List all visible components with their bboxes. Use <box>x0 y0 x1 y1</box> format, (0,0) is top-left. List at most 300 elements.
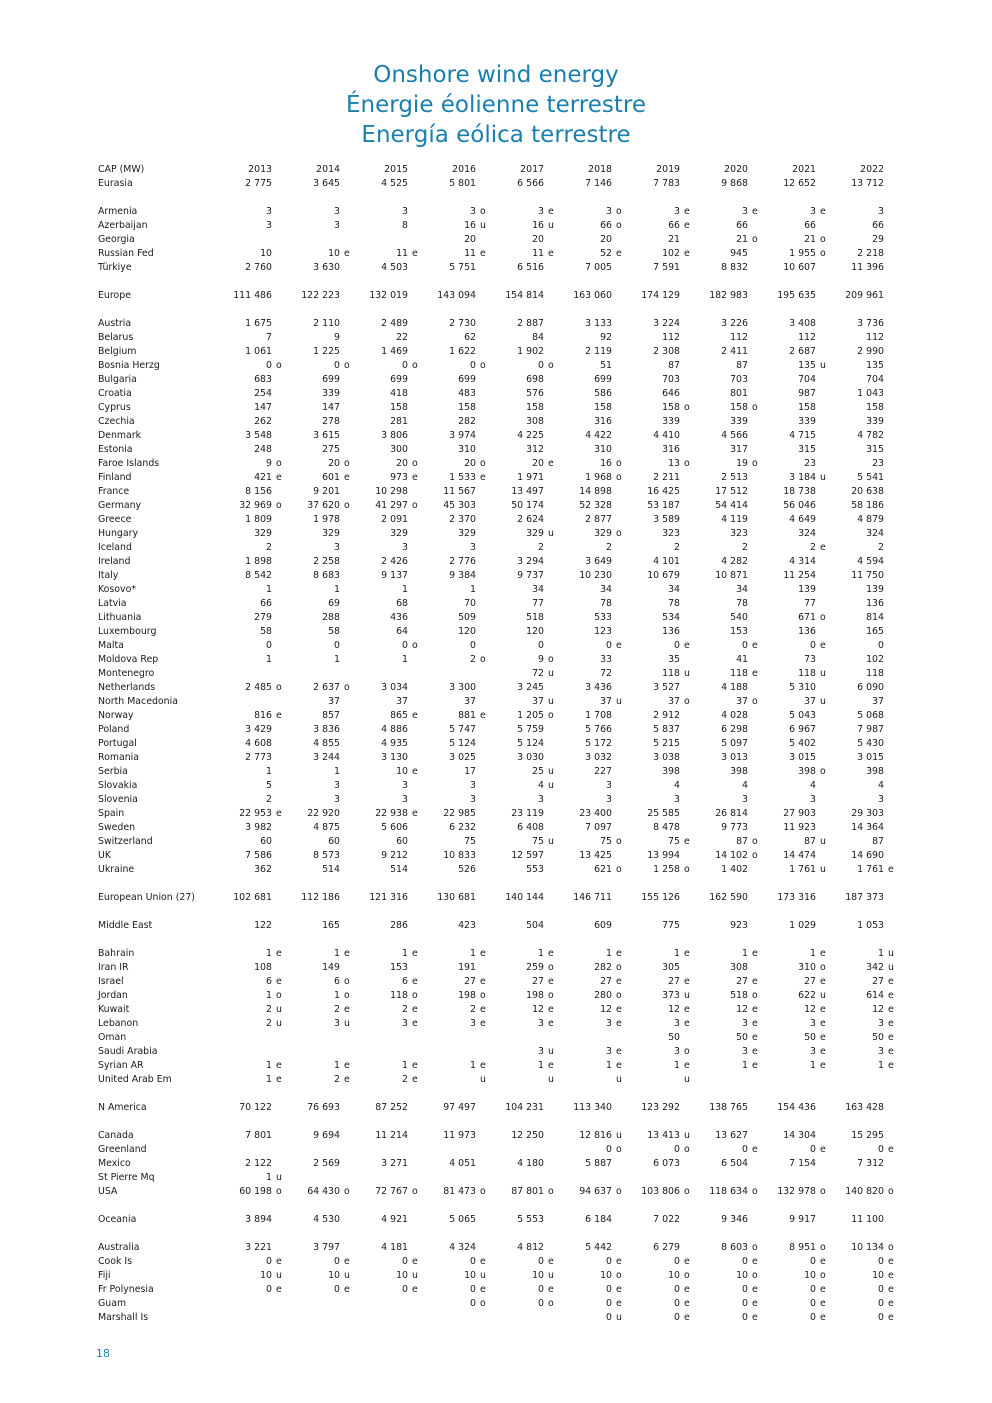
table-cell <box>490 527 558 541</box>
cell-value: 0 <box>402 1284 408 1295</box>
cell-flag: e <box>752 948 758 959</box>
table-cell <box>286 1213 354 1227</box>
cell-flag: o <box>480 458 486 469</box>
cell-value: 398 <box>730 766 748 777</box>
row-label: European Union (27) <box>98 892 195 903</box>
table-cell <box>286 639 354 653</box>
cell-value: 75 <box>600 836 612 847</box>
table-cell <box>830 345 898 359</box>
cell-flag: o <box>276 1186 282 1197</box>
cell-value: 78 <box>736 598 748 609</box>
cell-value: 699 <box>594 374 612 385</box>
cell-value: 140 144 <box>505 892 544 903</box>
cell-value: 0 <box>606 1312 612 1323</box>
cell-flag: e <box>820 1004 826 1015</box>
table-cell <box>218 1003 286 1017</box>
table-cell <box>694 863 762 877</box>
table-cell <box>558 1283 626 1297</box>
table-row <box>98 1213 898 1227</box>
table-cell <box>558 569 626 583</box>
table-row <box>98 779 898 793</box>
cell-value: 576 <box>526 388 544 399</box>
cell-value: 138 765 <box>709 1102 748 1113</box>
table-cell <box>626 807 694 821</box>
cell-value: 84 <box>532 332 544 343</box>
table-cell <box>354 485 422 499</box>
table-cell <box>490 1185 558 1199</box>
cell-value: 699 <box>458 374 476 385</box>
table-cell <box>286 947 354 961</box>
cell-value: 60 <box>260 836 272 847</box>
cell-value: 118 <box>866 668 884 679</box>
table-cell <box>422 1171 490 1185</box>
table-cell <box>558 891 626 905</box>
table-cell <box>422 1101 490 1115</box>
table-cell <box>830 1045 898 1059</box>
table-cell <box>354 555 422 569</box>
cell-value: 3 030 <box>517 752 544 763</box>
cell-value: 10 <box>600 1270 612 1281</box>
cell-value: 4 314 <box>789 556 816 567</box>
table-cell <box>762 1297 830 1311</box>
table-cell <box>286 975 354 989</box>
table-cell <box>694 751 762 765</box>
cell-value: 3 <box>878 1046 884 1057</box>
table-cell <box>218 611 286 625</box>
table-cell <box>354 527 422 541</box>
cell-value: 5 430 <box>857 738 884 749</box>
table-cell <box>694 1003 762 1017</box>
table-cell <box>422 233 490 247</box>
table-cell <box>422 429 490 443</box>
cell-flag: e <box>752 1060 758 1071</box>
table-cell <box>218 1101 286 1115</box>
table-cell <box>490 205 558 219</box>
table-cell <box>218 821 286 835</box>
table-cell <box>218 765 286 779</box>
cell-value: 64 <box>396 626 408 637</box>
capacity-table <box>98 163 898 1325</box>
cell-value: 22 938 <box>375 808 408 819</box>
cell-value: 259 <box>526 962 544 973</box>
table-cell <box>626 513 694 527</box>
spacer-row <box>98 905 898 919</box>
table-cell <box>422 1297 490 1311</box>
table-cell <box>286 261 354 275</box>
table-cell <box>218 989 286 1003</box>
cell-value: 13 <box>668 458 680 469</box>
table-cell <box>422 541 490 555</box>
cell-value: 1 533 <box>449 472 476 483</box>
table-cell <box>354 345 422 359</box>
cell-flag: o <box>820 248 826 259</box>
table-cell <box>490 471 558 485</box>
cell-flag: o <box>344 360 350 371</box>
table-cell <box>694 1283 762 1297</box>
cell-value: 87 801 <box>511 1186 544 1197</box>
table-row <box>98 1045 898 1059</box>
table-cell <box>354 219 422 233</box>
table-cell <box>762 205 830 219</box>
table-row <box>98 961 898 975</box>
table-cell <box>490 583 558 597</box>
table-cell <box>558 1073 626 1087</box>
table-cell <box>626 1171 694 1185</box>
row-label: Bahrain <box>98 948 135 959</box>
cell-value: 5 097 <box>721 738 748 749</box>
cell-value: 278 <box>322 416 340 427</box>
cell-value: 0 <box>470 1256 476 1267</box>
cell-flag: o <box>752 458 758 469</box>
cell-flag: o <box>548 710 554 721</box>
cell-flag: o <box>752 836 758 847</box>
cell-value: 7 022 <box>653 1214 680 1225</box>
table-cell <box>626 205 694 219</box>
cell-value: 4 886 <box>381 724 408 735</box>
table-cell <box>830 1213 898 1227</box>
table-cell <box>626 779 694 793</box>
row-label: Azerbaijan <box>98 220 148 231</box>
table-row <box>98 751 898 765</box>
cell-flag: o <box>616 1144 622 1155</box>
cell-flag: e <box>820 640 826 651</box>
table-cell <box>422 317 490 331</box>
cell-value: 5 402 <box>789 738 816 749</box>
table-cell <box>762 849 830 863</box>
table-cell <box>694 961 762 975</box>
cell-value: 704 <box>798 374 816 385</box>
table-cell <box>558 499 626 513</box>
cell-value: 2 370 <box>449 514 476 525</box>
table-cell <box>286 1017 354 1031</box>
cell-value: 3 130 <box>381 752 408 763</box>
row-label: Jordan <box>98 990 128 1001</box>
year-header: 2017 <box>520 164 544 175</box>
cell-value: 1 <box>334 990 340 1001</box>
cell-value: 5 747 <box>449 724 476 735</box>
table-cell <box>694 205 762 219</box>
cell-value: 10 <box>328 1270 340 1281</box>
table-cell <box>762 1241 830 1255</box>
table-cell <box>354 835 422 849</box>
cell-value: 27 <box>464 976 476 987</box>
table-cell <box>830 737 898 751</box>
cell-value: 6 <box>334 976 340 987</box>
table-cell <box>626 1297 694 1311</box>
cell-value: 41 <box>736 654 748 665</box>
table-cell <box>558 709 626 723</box>
cell-value: 2 <box>810 542 816 553</box>
cell-value: 66 <box>872 220 884 231</box>
cell-value: 3 013 <box>721 752 748 763</box>
table-cell <box>218 1073 286 1087</box>
table-cell <box>354 401 422 415</box>
table-row <box>98 1297 898 1311</box>
cell-value: 10 <box>872 1270 884 1281</box>
cell-value: 7 312 <box>857 1158 884 1169</box>
table-cell <box>490 1171 558 1185</box>
table-cell <box>762 667 830 681</box>
cell-value: 1 <box>266 584 272 595</box>
table-cell <box>490 849 558 863</box>
cell-value: 87 <box>872 836 884 847</box>
table-cell <box>490 457 558 471</box>
cell-flag: o <box>684 1144 690 1155</box>
table-cell <box>830 863 898 877</box>
cell-value: 7 005 <box>585 262 612 273</box>
cell-flag: o <box>412 990 418 1001</box>
cell-value: 12 <box>532 1004 544 1015</box>
table-cell <box>490 443 558 457</box>
unit-label: CAP (MW) <box>98 164 145 175</box>
table-cell <box>354 1269 422 1283</box>
cell-flag: o <box>752 402 758 413</box>
cell-flag: e <box>548 458 554 469</box>
cell-value: 3 <box>538 794 544 805</box>
table-cell <box>558 1185 626 1199</box>
table-cell <box>830 359 898 373</box>
table-cell <box>694 541 762 555</box>
row-label: Israel <box>98 976 124 987</box>
table-cell <box>218 415 286 429</box>
row-label: Kosovo* <box>98 584 137 595</box>
table-cell <box>490 835 558 849</box>
cell-value: 3 <box>878 206 884 217</box>
table-cell <box>626 583 694 597</box>
cell-flag: e <box>412 766 418 777</box>
table-cell <box>286 1059 354 1073</box>
cell-value: 1 <box>606 948 612 959</box>
row-label: Bosnia Herzg <box>98 360 160 371</box>
cell-value: 699 <box>390 374 408 385</box>
table-body <box>98 177 898 1325</box>
table-row <box>98 737 898 751</box>
cell-value: 75 <box>668 836 680 847</box>
row-label: USA <box>98 1186 118 1197</box>
table-cell <box>626 695 694 709</box>
cell-value: 4 119 <box>721 514 748 525</box>
table-cell <box>354 541 422 555</box>
table-cell <box>558 485 626 499</box>
cell-value: 2 <box>266 1018 272 1029</box>
table-cell <box>830 569 898 583</box>
row-label: Netherlands <box>98 682 156 693</box>
cell-value: 10 <box>260 248 272 259</box>
table-cell <box>762 499 830 513</box>
cell-value: 3 015 <box>789 752 816 763</box>
cell-value: 11 <box>464 248 476 259</box>
cell-value: 50 <box>668 1032 680 1043</box>
table-cell <box>694 625 762 639</box>
cell-flag: o <box>616 864 622 875</box>
table-cell <box>626 611 694 625</box>
table-cell <box>286 1269 354 1283</box>
cell-value: 163 060 <box>573 290 612 301</box>
cell-value: 0 <box>334 1284 340 1295</box>
cell-flag: o <box>684 458 690 469</box>
table-row <box>98 1269 898 1283</box>
cell-value: 7 987 <box>857 724 884 735</box>
cell-value: 136 <box>798 626 816 637</box>
table-cell <box>626 457 694 471</box>
row-label: Sweden <box>98 822 136 833</box>
cell-value: 0 <box>674 1298 680 1309</box>
cell-value: 10 <box>668 1270 680 1281</box>
table-cell <box>558 653 626 667</box>
cell-flag: e <box>548 976 554 987</box>
row-label: Ireland <box>98 556 131 567</box>
table-row <box>98 1241 898 1255</box>
cell-value: 1 <box>334 1060 340 1071</box>
cell-value: 553 <box>526 864 544 875</box>
table-cell <box>626 751 694 765</box>
cell-value: 13 994 <box>647 850 680 861</box>
cell-value: 37 <box>396 696 408 707</box>
cell-value: 2 513 <box>721 472 748 483</box>
cell-flag: o <box>820 234 826 245</box>
table-cell <box>286 401 354 415</box>
table-cell <box>558 961 626 975</box>
cell-value: 12 <box>872 1004 884 1015</box>
cell-value: 2 110 <box>313 318 340 329</box>
cell-value: 25 585 <box>647 808 680 819</box>
cell-flag: o <box>276 500 282 511</box>
table-cell <box>490 1157 558 1171</box>
table-cell <box>694 835 762 849</box>
cell-value: 0 <box>674 1256 680 1267</box>
cell-value: 14 690 <box>851 850 884 861</box>
cell-flag: e <box>820 1032 826 1043</box>
cell-value: 0 <box>742 1284 748 1295</box>
cell-value: 182 983 <box>709 290 748 301</box>
cell-value: 2 <box>334 1074 340 1085</box>
cell-flag: o <box>684 864 690 875</box>
table-cell <box>286 737 354 751</box>
table-cell <box>694 1045 762 1059</box>
table-cell <box>422 499 490 513</box>
table-row <box>98 1143 898 1157</box>
cell-flag: e <box>480 976 486 987</box>
spacer-row <box>98 877 898 891</box>
cell-value: 342 <box>866 962 884 973</box>
cell-flag: e <box>616 1298 622 1309</box>
cell-flag: u <box>548 1270 554 1281</box>
cell-value: 120 <box>526 626 544 637</box>
cell-value: 94 637 <box>579 1186 612 1197</box>
cell-flag: e <box>616 640 622 651</box>
cell-value: 5 766 <box>585 724 612 735</box>
cell-value: 158 <box>798 402 816 413</box>
table-cell <box>762 653 830 667</box>
cell-value: 1 053 <box>857 920 884 931</box>
table-cell <box>286 1129 354 1143</box>
cell-value: 2 411 <box>721 346 748 357</box>
table-cell <box>694 1059 762 1073</box>
table-cell <box>558 205 626 219</box>
row-label: Iran IR <box>98 962 129 973</box>
table-row <box>98 625 898 639</box>
table-cell <box>558 807 626 821</box>
table-cell <box>286 555 354 569</box>
row-label: UK <box>98 850 112 861</box>
cell-value: 3 221 <box>245 1242 272 1253</box>
cell-value: 26 814 <box>715 808 748 819</box>
cell-flag: e <box>684 1018 690 1029</box>
cell-value: 9 917 <box>789 1214 816 1225</box>
table-cell <box>286 485 354 499</box>
table-cell <box>830 513 898 527</box>
cell-value: 52 <box>600 248 612 259</box>
table-cell <box>422 947 490 961</box>
table-cell <box>830 1003 898 1017</box>
cell-value: 518 <box>730 990 748 1001</box>
cell-value: 3 <box>402 1018 408 1029</box>
cell-value: 3 548 <box>245 430 272 441</box>
cell-value: 8 <box>402 220 408 231</box>
table-cell <box>286 1311 354 1325</box>
row-label: Middle East <box>98 920 153 931</box>
table-cell <box>354 807 422 821</box>
cell-value: 987 <box>798 388 816 399</box>
cell-flag: e <box>412 808 418 819</box>
cell-value: 20 638 <box>851 486 884 497</box>
cell-value: 5 172 <box>585 738 612 749</box>
table-row <box>98 1171 898 1185</box>
cell-value: 9 346 <box>721 1214 748 1225</box>
table-cell <box>490 1241 558 1255</box>
table-cell <box>762 1171 830 1185</box>
cell-flag: e <box>412 472 418 483</box>
cell-value: 4 051 <box>449 1158 476 1169</box>
cell-value: 10 607 <box>783 262 816 273</box>
table-cell <box>558 219 626 233</box>
table-cell <box>694 1213 762 1227</box>
cell-value: 78 <box>668 598 680 609</box>
table-cell <box>218 569 286 583</box>
cell-value: 3 <box>810 1046 816 1057</box>
table-cell <box>830 625 898 639</box>
table-cell <box>762 457 830 471</box>
cell-flag: e <box>752 668 758 679</box>
spacer-row <box>98 303 898 317</box>
table-cell <box>558 835 626 849</box>
row-label: Greece <box>98 514 132 525</box>
cell-flag: e <box>344 1256 350 1267</box>
table-cell <box>694 569 762 583</box>
table-cell <box>218 387 286 401</box>
table-cell <box>286 1297 354 1311</box>
cell-value: 158 <box>866 402 884 413</box>
year-header: 2020 <box>724 164 748 175</box>
cell-value: 282 <box>458 416 476 427</box>
table-cell <box>762 1017 830 1031</box>
cell-value: 2 912 <box>653 710 680 721</box>
cell-value: 3 133 <box>585 318 612 329</box>
cell-value: 14 898 <box>579 486 612 497</box>
table-cell <box>286 513 354 527</box>
cell-value: 34 <box>736 584 748 595</box>
cell-value: 41 297 <box>375 500 408 511</box>
table-cell <box>762 359 830 373</box>
table-cell <box>626 1129 694 1143</box>
table-cell <box>626 331 694 345</box>
table-cell <box>762 177 830 191</box>
table-cell <box>558 233 626 247</box>
table-cell <box>830 793 898 807</box>
cell-value: 9 <box>334 332 340 343</box>
table-cell <box>694 1297 762 1311</box>
cell-value: 9 737 <box>517 570 544 581</box>
